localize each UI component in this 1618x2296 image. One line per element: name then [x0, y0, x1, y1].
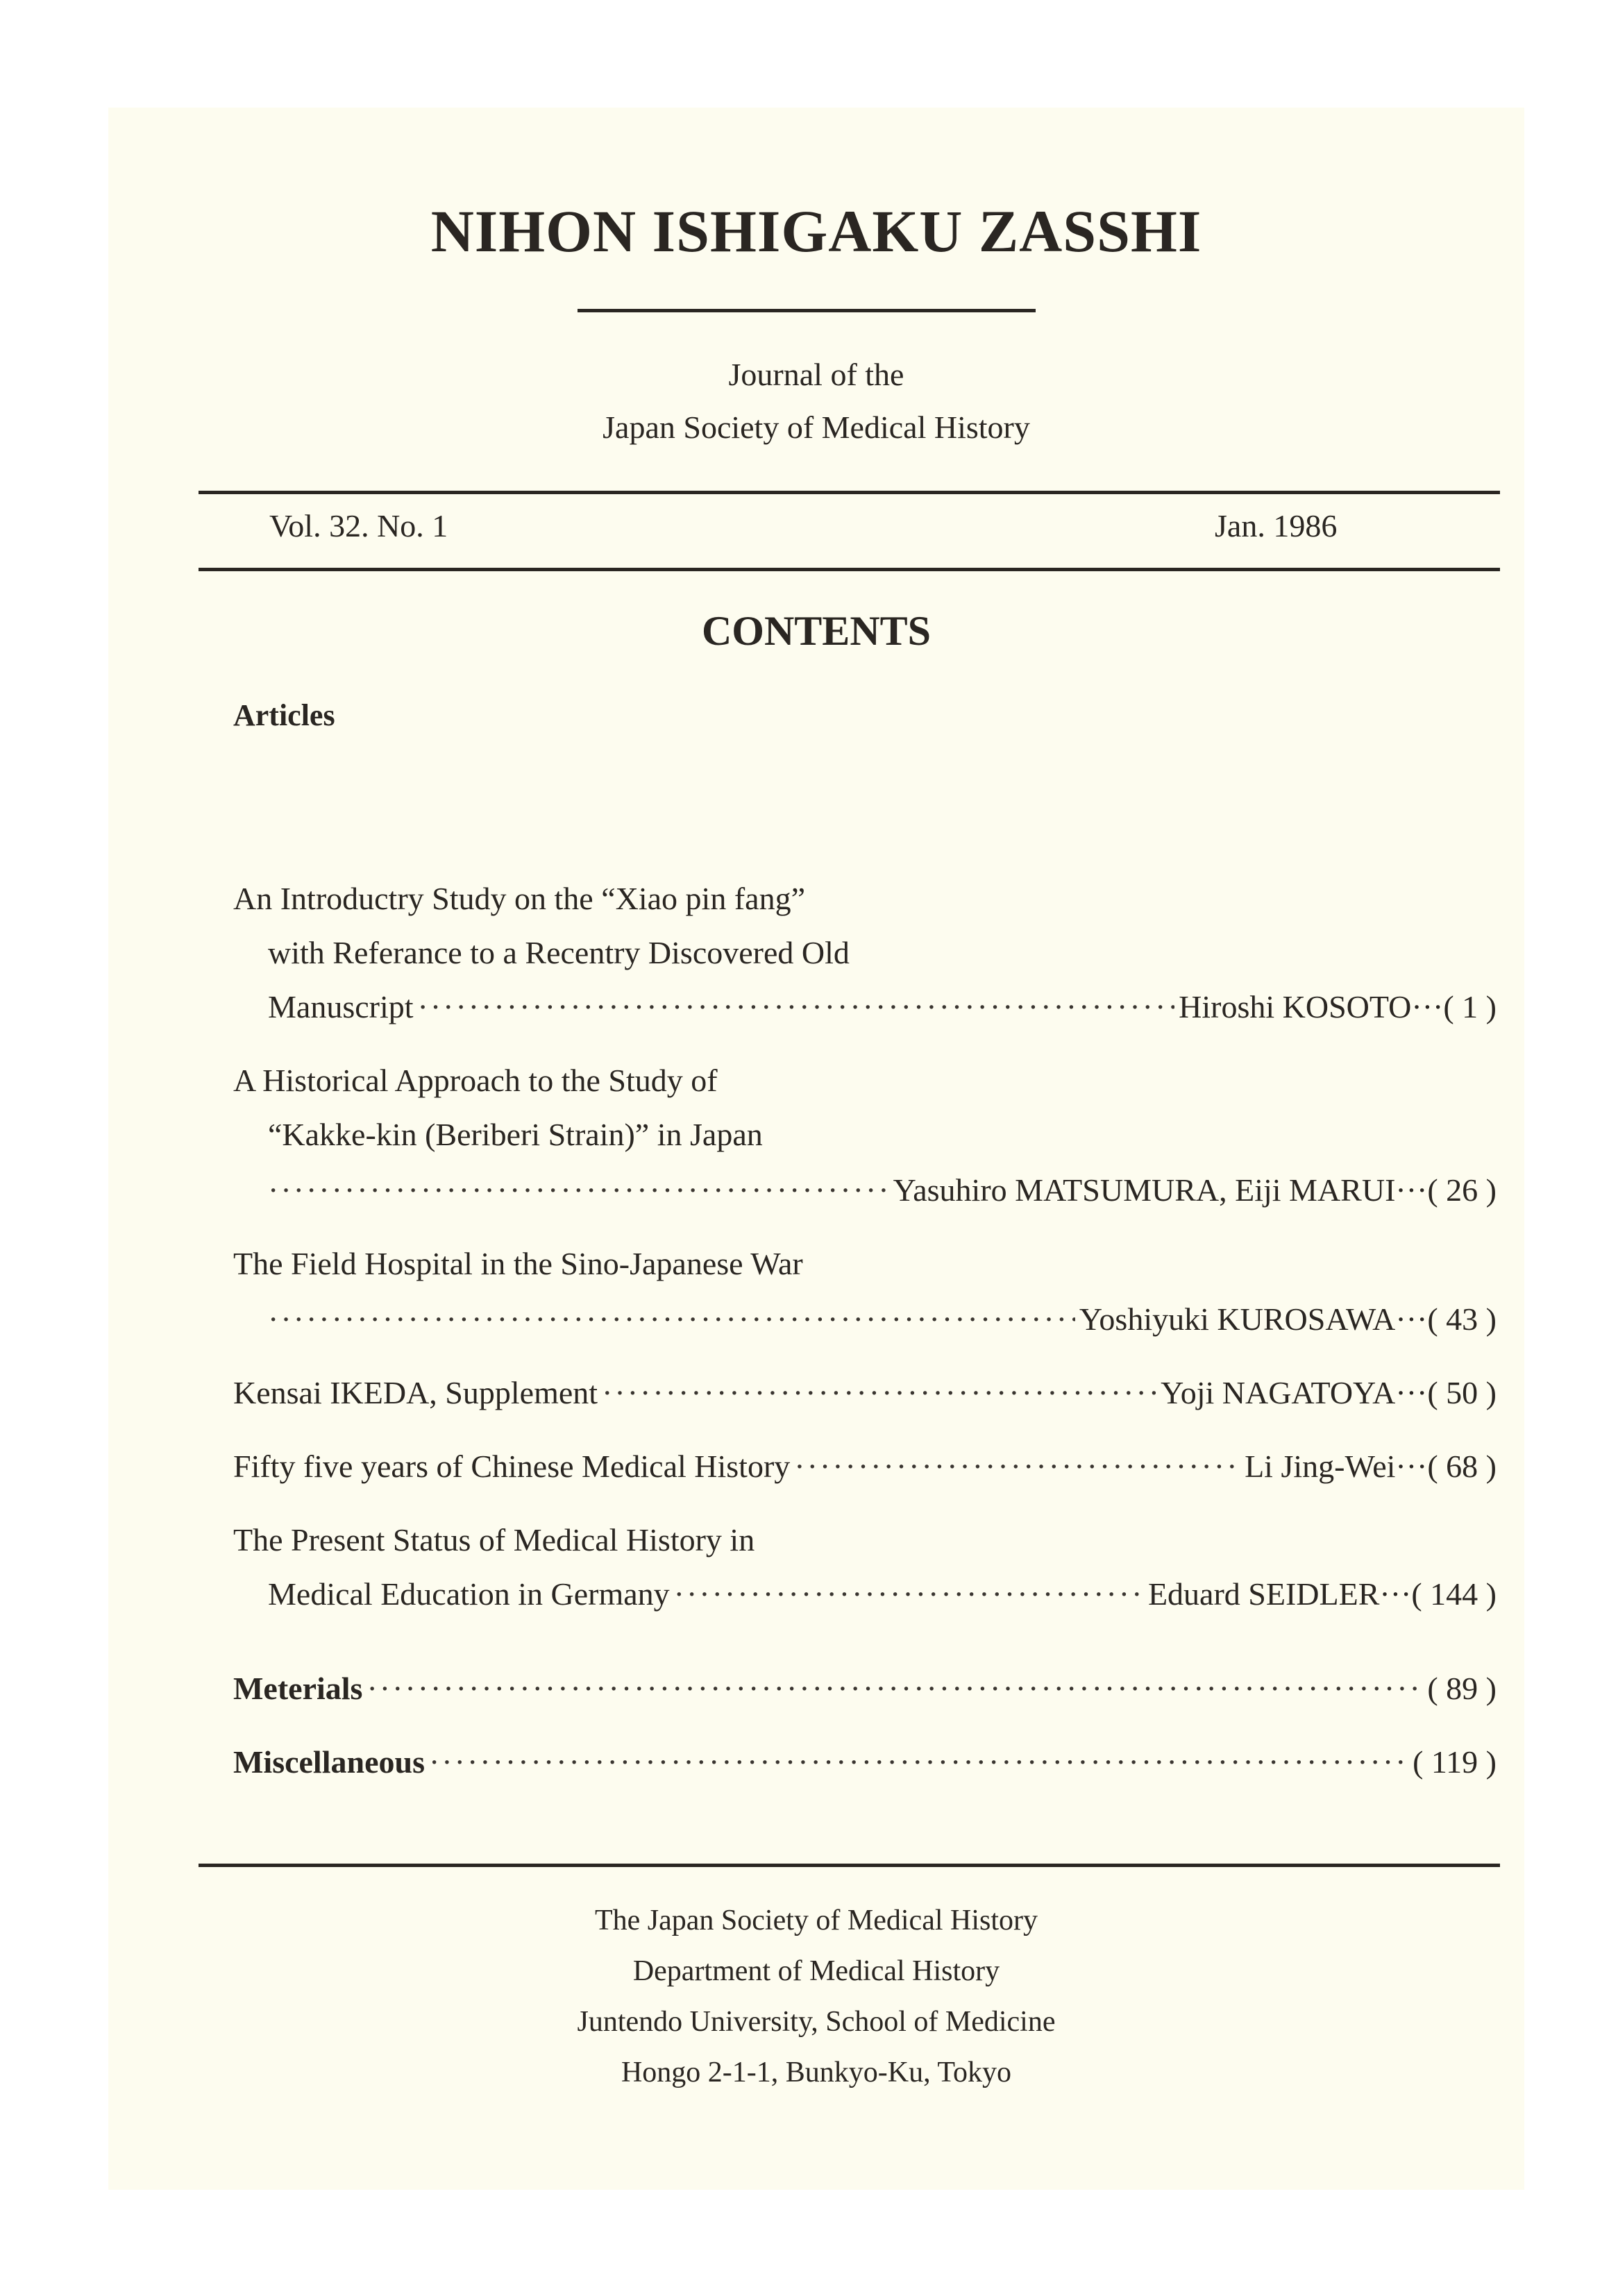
ellipsis: ··· — [1379, 1576, 1412, 1612]
journal-title: NIHON ISHIGAKU ZASSHI — [430, 198, 1202, 264]
entry-1-author: Hiroshi KOSOTO — [1179, 989, 1412, 1024]
footer-department: Department of Medical History — [632, 1955, 1000, 1987]
entry-3-author: Yoshiyuki KUROSAWA — [1079, 1301, 1396, 1337]
entry-6-title-line1: The Present Status of Medical History in — [233, 1522, 755, 1558]
entry-5-author: Li Jing-Wei — [1245, 1449, 1396, 1484]
dot-leader — [418, 986, 1175, 1028]
entry-3-page: ( 43 ) — [1427, 1301, 1497, 1337]
toc-materials — [233, 1668, 1497, 1710]
issue-date: Jan. 1986 — [1215, 508, 1338, 543]
entry-4-title: Kensai IKEDA, Supplement — [233, 1375, 598, 1410]
entry-3-title-line1: The Field Hospital in the Sino-Japanese War — [233, 1246, 803, 1281]
entry-1-title-line1: An Introductry Study on the “Xiao pin fang” — [233, 881, 805, 916]
toc-entry-3 — [268, 1299, 1497, 1340]
entry-1-title-line2: with Referance to a Recentry Discovered Old — [268, 935, 850, 970]
toc-entry-6 — [268, 1573, 1497, 1615]
toc-entry-1 — [268, 986, 1497, 1028]
header-rule-top — [199, 491, 1500, 494]
footer-university: Juntendo University, School of Medicine — [577, 2006, 1056, 2038]
entry-5-title: Fifty five years of Chinese Medical History — [233, 1449, 791, 1484]
entry-2-page: ( 26 ) — [1427, 1172, 1497, 1208]
contents-heading: CONTENTS — [701, 608, 932, 654]
ellipsis: ··· — [1395, 1375, 1428, 1410]
dot-leader — [429, 1741, 1408, 1783]
toc-entry-4 — [233, 1372, 1497, 1414]
articles-heading: Articles — [233, 698, 335, 732]
entry-1-page: ( 1 ) — [1443, 989, 1497, 1024]
materials-page: ( 89 ) — [1427, 1671, 1497, 1706]
ellipsis: ··· — [1395, 1172, 1428, 1208]
miscellaneous-page: ( 119 ) — [1413, 1744, 1497, 1780]
miscellaneous-label: Miscellaneous — [233, 1744, 425, 1780]
ellipsis: ··· — [1395, 1449, 1428, 1484]
entry-6-author: Eduard SEIDLER — [1147, 1576, 1380, 1612]
entry-4-page: ( 50 ) — [1427, 1375, 1497, 1410]
footer-address: Hongo 2-1-1, Bunkyo-Ku, Tokyo — [621, 2057, 1012, 2088]
ellipsis: ··· — [1411, 989, 1444, 1024]
dot-leader — [602, 1372, 1156, 1414]
header-rule-bottom — [199, 568, 1500, 571]
dot-leader — [794, 1446, 1240, 1487]
journal-subtitle-line2: Japan Society of Medical History — [602, 410, 1030, 445]
journal-page — [108, 108, 1524, 2190]
entry-5-page: ( 68 ) — [1427, 1449, 1497, 1484]
journal-subtitle-line1: Journal of the — [728, 357, 904, 392]
toc-entry-2 — [268, 1170, 1497, 1211]
ellipsis: ··· — [1395, 1301, 1428, 1337]
entry-4-author: Yoji NAGATOYA — [1161, 1375, 1396, 1410]
dot-leader — [674, 1573, 1144, 1615]
footer-society: The Japan Society of Medical History — [595, 1905, 1038, 1936]
footer-rule — [199, 1864, 1500, 1867]
dot-leader — [268, 1170, 889, 1211]
dot-leader — [268, 1299, 1075, 1340]
title-divider — [578, 309, 1036, 312]
entry-2-author: Yasuhiro MATSUMURA, Eiji MARUI — [893, 1172, 1396, 1208]
entry-2-title-line1: A Historical Approach to the Study of — [233, 1063, 718, 1098]
dot-leader — [366, 1668, 1423, 1710]
toc-miscellaneous — [233, 1741, 1497, 1783]
materials-label: Meterials — [233, 1671, 363, 1706]
entry-2-title-line2: “Kakke-kin (Beriberi Strain)” in Japan — [268, 1117, 763, 1152]
volume-number: Vol. 32. No. 1 — [269, 508, 448, 543]
entry-1-title-line3: Manuscript — [268, 989, 414, 1024]
toc-entry-5 — [233, 1446, 1497, 1487]
entry-6-title-line2: Medical Education in Germany — [268, 1576, 670, 1612]
entry-6-page: ( 144 ) — [1411, 1576, 1497, 1612]
